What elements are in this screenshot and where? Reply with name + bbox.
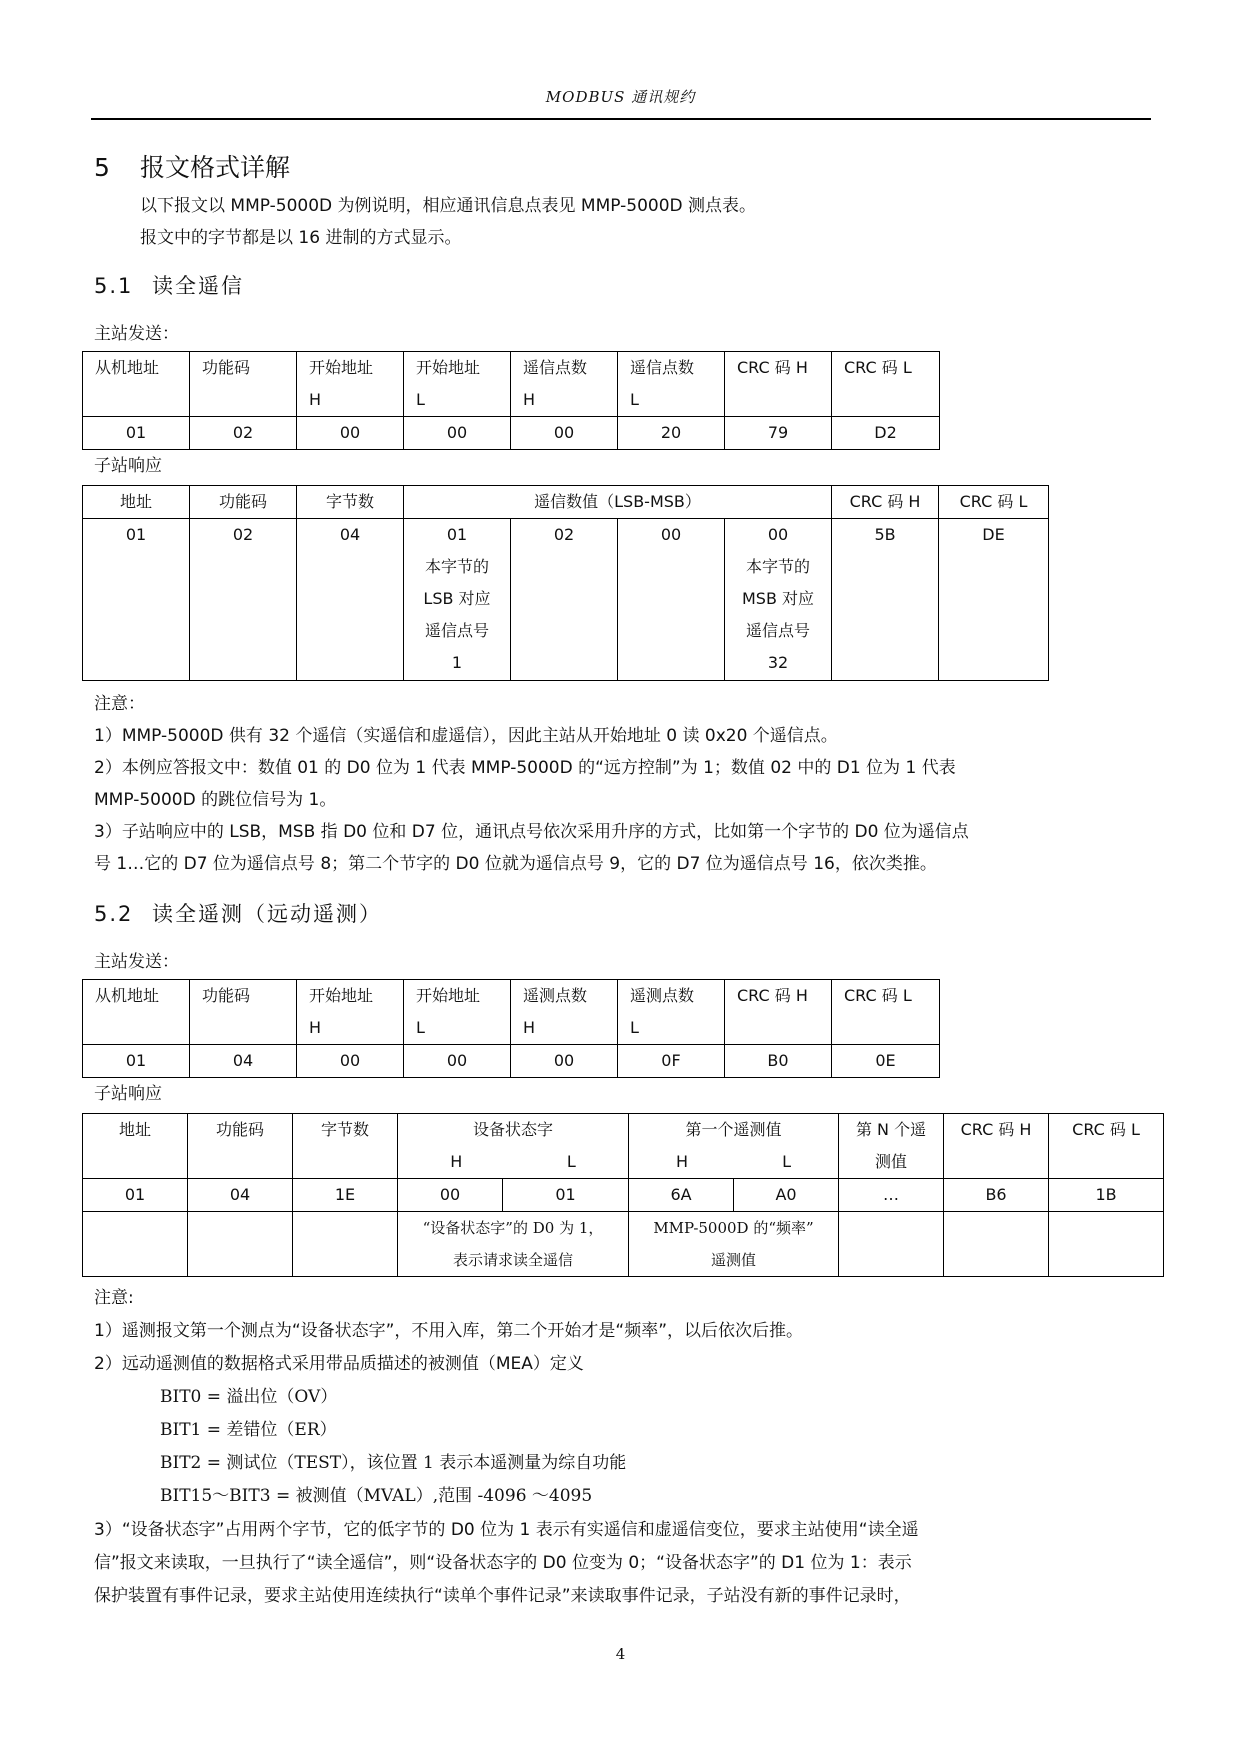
header-cell: 功能码 xyxy=(190,486,297,519)
frequency-note: MMP-5000D 的“频率” 遥测值 xyxy=(629,1212,839,1277)
value-cell: 00 xyxy=(511,1045,618,1078)
slave-response-table xyxy=(82,485,1049,681)
header-cell: CRC 码 H xyxy=(725,352,832,417)
empty-cell xyxy=(293,1212,398,1277)
empty-cell xyxy=(188,1212,293,1277)
value-cell: 01 xyxy=(83,1045,190,1078)
header-cell: 第一个遥测值 H L xyxy=(629,1114,839,1179)
header-cell: CRC 码 H xyxy=(944,1114,1049,1179)
value-cell: 00 xyxy=(618,519,725,681)
master-send-label: 主站发送： xyxy=(94,952,179,972)
value-cell: 01 xyxy=(83,417,190,450)
slave-response-table xyxy=(82,1113,1164,1277)
table-row xyxy=(83,1179,1164,1212)
master-send-label: 主站发送： xyxy=(94,324,179,344)
value-cell: 00 xyxy=(398,1179,503,1212)
intro-line-2: 报文中的字节都是以 16 进制的方式显示。 xyxy=(140,228,462,248)
value-cell: 5B xyxy=(832,519,939,681)
header-rule xyxy=(91,118,1151,120)
note-line: 号 1…它的 D7 位为遥信点号 8；第二个节字的 D0 位就为遥信点号 9，它的 D7 位为遥信点号 16，依次类推。 xyxy=(94,854,937,874)
subsection-title: 读全遥测（远动遥测） xyxy=(152,902,382,926)
table-row xyxy=(83,1212,1164,1277)
header-cell: 遥测点数 H xyxy=(511,980,618,1045)
header-cell: CRC 码 L xyxy=(832,352,940,417)
table-header-row xyxy=(83,486,1049,519)
value-cell: 04 xyxy=(188,1179,293,1212)
header-cell: 从机地址 xyxy=(83,352,190,417)
value-cell: 00 xyxy=(404,1045,511,1078)
value-cell: 01 本字节的 LSB 对应 遥信点号 1 xyxy=(404,519,511,681)
note-line: 3）子站响应中的 LSB，MSB 指 D0 位和 D7 位，通讯点号依次采用升序的方式，比如第一个字节的 D0 位为遥信点 xyxy=(94,822,969,842)
bit-definition: BIT1 = 差错位（ER） xyxy=(160,1420,337,1440)
notes-title: 注意: xyxy=(94,1288,134,1308)
empty-cell xyxy=(1049,1212,1164,1277)
value-cell: 01 xyxy=(503,1179,629,1212)
header-cell: 字节数 xyxy=(297,486,404,519)
value-cell: 00 xyxy=(297,1045,404,1078)
header-cell: 开始地址 L xyxy=(404,980,511,1045)
value-cell: 00 本字节的 MSB 对应 遥信点号 32 xyxy=(725,519,832,681)
header-cell: CRC 码 L xyxy=(939,486,1049,519)
header-cell: 遥信数值（LSB-MSB） xyxy=(404,486,832,519)
value-cell: 0E xyxy=(832,1045,940,1078)
running-header: MODBUS 通讯规约 xyxy=(545,88,696,106)
header-cell: 从机地址 xyxy=(83,980,190,1045)
header-cell: 字节数 xyxy=(293,1114,398,1179)
subsection-number: 5.2 xyxy=(94,902,134,926)
value-cell: 02 xyxy=(190,417,297,450)
note-line: 保护装置有事件记录，要求主站使用连续执行“读单个事件记录”来读取事件记录，子站没有新的事件记录时， xyxy=(94,1586,911,1606)
header-cell: CRC 码 L xyxy=(1049,1114,1164,1179)
notes-title: 注意： xyxy=(94,694,145,714)
master-request-table xyxy=(82,351,940,450)
header-cell: 遥测点数 L xyxy=(618,980,725,1045)
table-row xyxy=(83,417,940,450)
status-word-note: “设备状态字”的 D0 为 1， 表示请求读全遥信 xyxy=(398,1212,629,1277)
master-request-table xyxy=(82,979,940,1078)
slave-response-label: 子站响应 xyxy=(94,456,162,476)
slave-response-label: 子站响应 xyxy=(94,1084,162,1104)
value-cell: 1B xyxy=(1049,1179,1164,1212)
header-cell: 开始地址 L xyxy=(404,352,511,417)
bit-definition: BIT0 = 溢出位（OV） xyxy=(160,1387,338,1407)
header-cell: 地址 xyxy=(83,486,190,519)
value-cell: 00 xyxy=(297,417,404,450)
bit-definition: BIT15～BIT3 = 被测值（MVAL）,范围 -4096 ～4095 xyxy=(160,1486,593,1506)
note-line: 1）MMP-5000D 供有 32 个遥信（实遥信和虚遥信），因此主站从开始地址 0 读 0x20 个遥信点。 xyxy=(94,726,838,746)
header-cell: 地址 xyxy=(83,1114,188,1179)
section-number: 5 xyxy=(94,153,110,182)
page-number: 4 xyxy=(615,1645,626,1663)
header-cell: 遥信点数 L xyxy=(618,352,725,417)
header-cell: 第 N 个遥 测值 xyxy=(839,1114,944,1179)
empty-cell xyxy=(83,1212,188,1277)
value-cell: B0 xyxy=(725,1045,832,1078)
value-cell: D2 xyxy=(832,417,940,450)
section-title: 报文格式详解 xyxy=(140,153,291,182)
subsection-title: 读全遥信 xyxy=(152,274,244,298)
value-cell: 02 xyxy=(190,519,297,681)
subsection-number: 5.1 xyxy=(94,274,134,298)
header-cell: 开始地址 H xyxy=(297,352,404,417)
value-cell: 00 xyxy=(404,417,511,450)
header-cell: 功能码 xyxy=(190,352,297,417)
note-line: MMP-5000D 的跳位信号为 1。 xyxy=(94,790,337,810)
value-cell: 01 xyxy=(83,519,190,681)
header-cell: 功能码 xyxy=(188,1114,293,1179)
header-cell: CRC 码 H xyxy=(832,486,939,519)
table-header-row xyxy=(83,980,940,1045)
header-cell: CRC 码 L xyxy=(832,980,940,1045)
value-cell: DE xyxy=(939,519,1049,681)
table-row xyxy=(83,519,1049,681)
value-cell: 01 xyxy=(83,1179,188,1212)
intro-line-1: 以下报文以 MMP-5000D 为例说明，相应通讯信息点表见 MMP-5000D 测点表。 xyxy=(140,196,757,216)
value-cell: 04 xyxy=(297,519,404,681)
header-cell: 设备状态字 H L xyxy=(398,1114,629,1179)
note-line: 1）遥测报文第一个测点为“设备状态字”，不用入库，第二个开始才是“频率”，以后依次后推。 xyxy=(94,1321,804,1341)
value-cell: 02 xyxy=(511,519,618,681)
value-cell: A0 xyxy=(734,1179,839,1212)
table-header-row xyxy=(83,352,940,417)
value-cell: 00 xyxy=(511,417,618,450)
bit-definition: BIT2 = 测试位（TEST），该位置 1 表示本遥测量为综自功能 xyxy=(160,1453,627,1473)
table-header-row xyxy=(83,1114,1164,1179)
note-line: 2）本例应答报文中：数值 01 的 D0 位为 1 代表 MMP-5000D 的“远方控制”为 1；数值 02 中的 D1 位为 1 代表 xyxy=(94,758,956,778)
header-cell: CRC 码 H xyxy=(725,980,832,1045)
value-cell: 0F xyxy=(618,1045,725,1078)
note-line: 3）“设备状态字”占用两个字节，它的低字节的 D0 位为 1 表示有实遥信和虚遥信变位，要求主站使用“读全遥 xyxy=(94,1520,919,1540)
header-cell: 遥信点数 H xyxy=(511,352,618,417)
empty-cell xyxy=(944,1212,1049,1277)
empty-cell xyxy=(839,1212,944,1277)
note-line: 信”报文来读取，一旦执行了“读全遥信”，则“设备状态字的 D0 位变为 0；“设备状态字”的 D1 位为 1：表示 xyxy=(94,1553,912,1573)
value-cell: B6 xyxy=(944,1179,1049,1212)
value-cell: 79 xyxy=(725,417,832,450)
value-cell: 6A xyxy=(629,1179,734,1212)
value-cell: 20 xyxy=(618,417,725,450)
header-cell: 开始地址 H xyxy=(297,980,404,1045)
value-cell: … xyxy=(839,1179,944,1212)
value-cell: 04 xyxy=(190,1045,297,1078)
note-line: 2）远动遥测值的数据格式采用带品质描述的被测值（MEA）定义 xyxy=(94,1354,584,1374)
header-cell: 功能码 xyxy=(190,980,297,1045)
value-cell: 1E xyxy=(293,1179,398,1212)
table-row xyxy=(83,1045,940,1078)
